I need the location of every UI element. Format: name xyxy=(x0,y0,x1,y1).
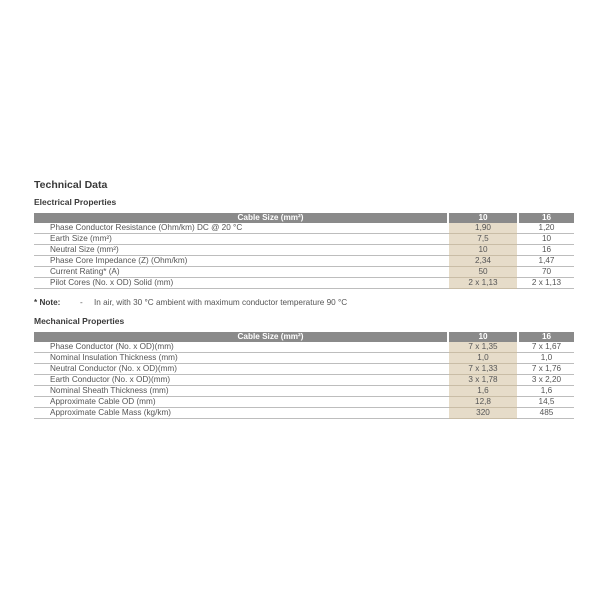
table-row xyxy=(34,386,574,397)
value-16: 3 x 2,20 xyxy=(519,375,574,386)
row-label: Phase Core Impedance (Z) (Ohm/km) xyxy=(34,256,447,267)
value-16: 1,6 xyxy=(519,386,574,397)
table-row xyxy=(34,278,574,289)
value-16: 7 x 1,67 xyxy=(519,342,574,353)
table-row xyxy=(34,342,574,353)
value-10: 320 xyxy=(449,408,517,419)
column-header-16: 16 xyxy=(519,332,574,342)
value-16: 1,0 xyxy=(519,353,574,364)
row-label: Neutral Size (mm²) xyxy=(34,245,447,256)
footnote-text: In air, with 30 °C ambient with maximum conductor temperature 90 °C xyxy=(94,298,348,307)
mechanical-heading: Mechanical Properties xyxy=(34,316,125,326)
row-label: Approximate Cable Mass (kg/km) xyxy=(34,408,447,419)
table-row xyxy=(34,364,574,375)
table-row xyxy=(34,223,574,234)
value-10: 50 xyxy=(449,267,517,278)
value-16: 70 xyxy=(519,267,574,278)
row-label: Pilot Cores (No. x OD) Solid (mm) xyxy=(34,278,447,289)
row-label: Nominal Sheath Thickness (mm) xyxy=(34,386,447,397)
table-row xyxy=(34,256,574,267)
column-header-cable-size: Cable Size (mm²) xyxy=(34,213,447,223)
row-label: Neutral Conductor (No. x OD)(mm) xyxy=(34,364,447,375)
value-10: 12,8 xyxy=(449,397,517,408)
row-label: Nominal Insulation Thickness (mm) xyxy=(34,353,447,364)
value-10: 1,6 xyxy=(449,386,517,397)
row-label: Phase Conductor Resistance (Ohm/km) DC @ 20 °C xyxy=(34,223,447,234)
value-16: 1,20 xyxy=(519,223,574,234)
technical-data-document xyxy=(34,179,574,419)
value-16: 2 x 1,13 xyxy=(519,278,574,289)
value-10: 1,0 xyxy=(449,353,517,364)
table-header-row xyxy=(34,213,574,223)
footnote-key: * Note: xyxy=(34,298,61,307)
row-label: Phase Conductor (No. x OD)(mm) xyxy=(34,342,447,353)
column-header-16: 16 xyxy=(519,213,574,223)
electrical-properties-table xyxy=(34,213,574,289)
value-16: 16 xyxy=(519,245,574,256)
electrical-heading: Electrical Properties xyxy=(34,197,117,207)
column-header-cable-size: Cable Size (mm²) xyxy=(34,332,447,342)
mechanical-properties-table xyxy=(34,332,574,419)
footnote xyxy=(34,298,574,307)
column-header-10: 10 xyxy=(449,213,517,223)
document-title: Technical Data xyxy=(34,179,108,191)
footnote-dash: - xyxy=(80,298,83,307)
value-16: 485 xyxy=(519,408,574,419)
column-header-10: 10 xyxy=(449,332,517,342)
row-label: Earth Conductor (No. x OD)(mm) xyxy=(34,375,447,386)
value-10: 7 x 1,35 xyxy=(449,342,517,353)
table-row xyxy=(34,353,574,364)
table-row xyxy=(34,245,574,256)
value-16: 10 xyxy=(519,234,574,245)
table-row xyxy=(34,375,574,386)
value-16: 7 x 1,76 xyxy=(519,364,574,375)
table-row xyxy=(34,267,574,278)
value-10: 1,90 xyxy=(449,223,517,234)
row-label: Approximate Cable OD (mm) xyxy=(34,397,447,408)
value-10: 3 x 1,78 xyxy=(449,375,517,386)
table-row xyxy=(34,397,574,408)
value-16: 1,47 xyxy=(519,256,574,267)
value-16: 14,5 xyxy=(519,397,574,408)
table-row xyxy=(34,234,574,245)
value-10: 7,5 xyxy=(449,234,517,245)
value-10: 10 xyxy=(449,245,517,256)
value-10: 2,34 xyxy=(449,256,517,267)
value-10: 7 x 1,33 xyxy=(449,364,517,375)
table-row xyxy=(34,408,574,419)
row-label: Current Rating* (A) xyxy=(34,267,447,278)
value-10: 2 x 1,13 xyxy=(449,278,517,289)
table-header-row xyxy=(34,332,574,342)
row-label: Earth Size (mm²) xyxy=(34,234,447,245)
